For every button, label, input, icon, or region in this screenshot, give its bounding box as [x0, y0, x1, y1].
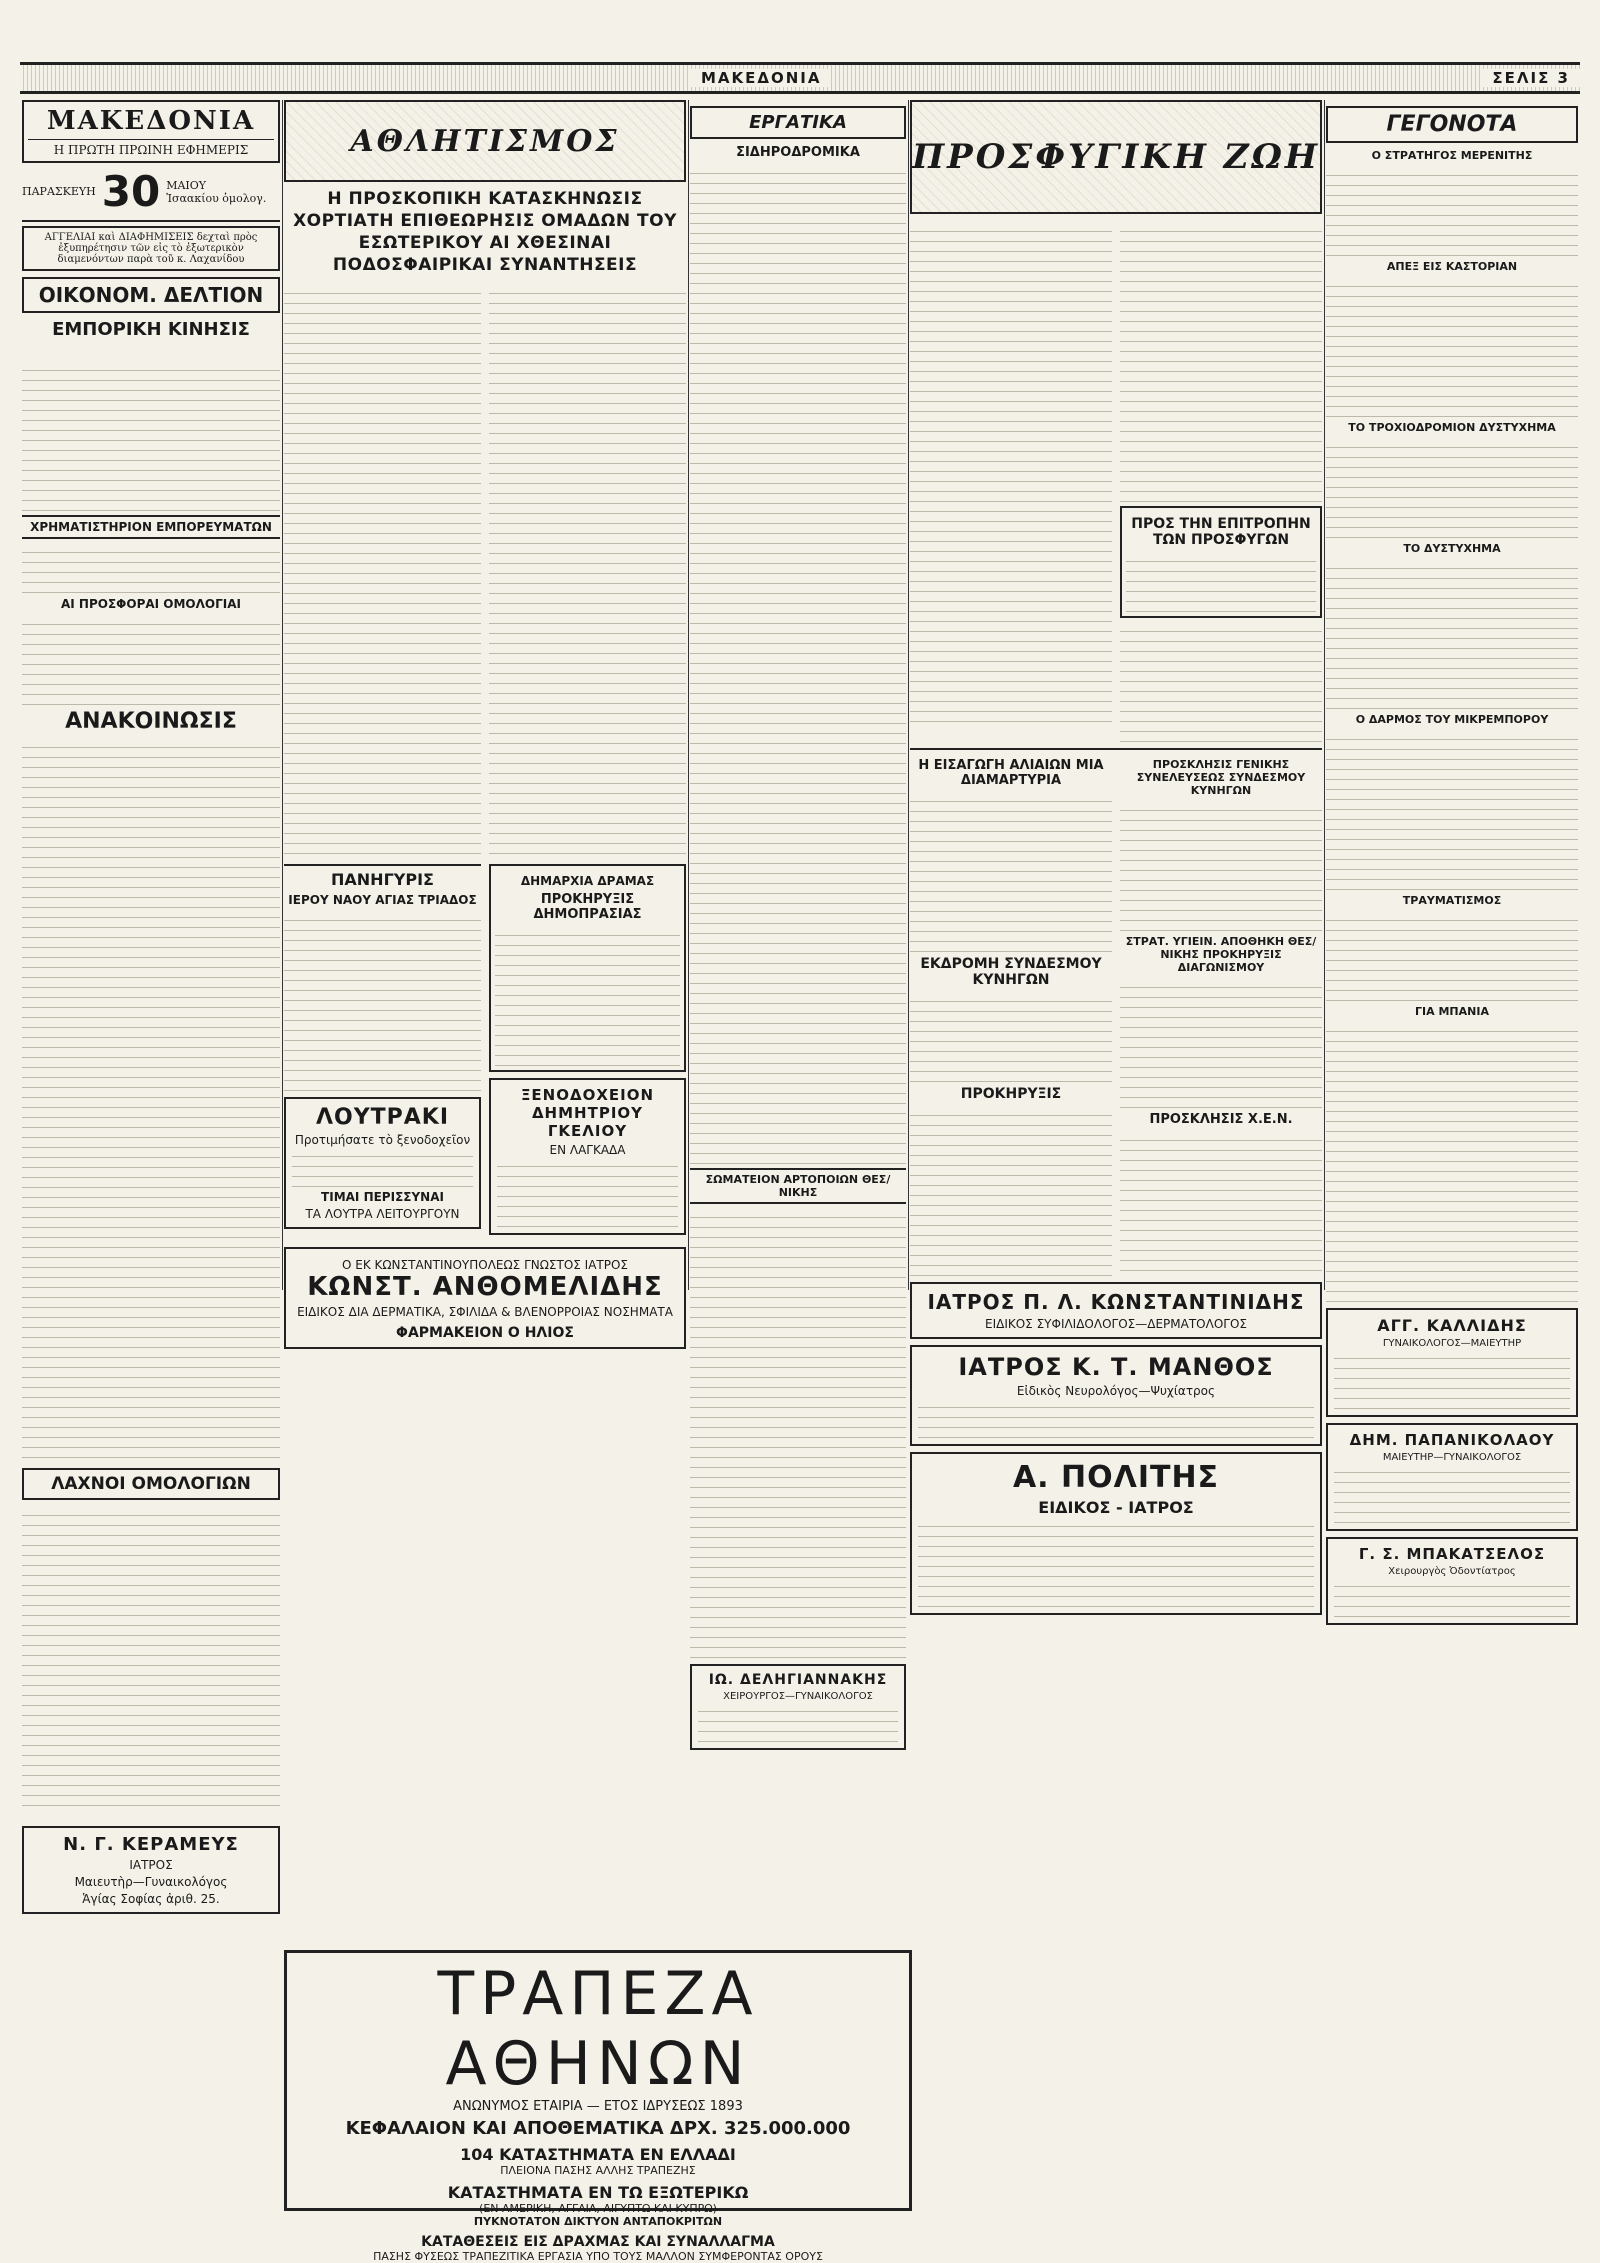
ads-notice: ΑΓΓΕΛΙΑΙ καὶ ΔΙΑΦΗΜΙΣΕΙΣ δεχταὶ πρὸς ἐξυπηρέτησιν τῶν εἰς τὸ ἐξωτερικὸν διαμενόντων παρὰ τοῦ κ. Λαχανίδου — [22, 226, 280, 271]
events-headline-5: Ο ΔΑΡΜΟΣ ΤΟΥ ΜΙΚΡΕΜΠΟΡΟΥ — [1355, 713, 1549, 726]
section-commercial-movement: ΕΜΠΟΡΙΚΗ ΚΙΝΗΣΙΣ — [52, 319, 250, 340]
column-5 — [1326, 100, 1578, 2200]
proclamation-title: ΠΡΟΚΗΡΥΞΙΣ — [960, 1086, 1062, 1102]
doctor-name: Κ. Τ. ΜΑΝΘΟΣ — [1071, 1353, 1274, 1381]
column-rule — [688, 100, 689, 1290]
text-block — [1326, 730, 1578, 890]
dateline — [22, 163, 280, 222]
filler-text — [22, 344, 280, 357]
text-block — [690, 164, 906, 1164]
header-page-number: ΣΕΛΙΣ 3 — [1482, 69, 1580, 87]
doctor-specialty: Μαιευτὴρ—Γυναικολόγος — [74, 1875, 228, 1889]
refugee-committee-title: ΠΡΟΣ ΤΗΝ ΕΠΙΤΡΟΠΗΝ ΤΩΝ ΠΡΟΣΦΥΓΩΝ — [1131, 516, 1311, 548]
doctor-pre: Ο ΕΚ ΚΩΝΣΤΑΝΤΙΝΟΥΠΟΛΕΩΣ ΓΝΩΣΤΟΣ ΙΑΤΡΟΣ — [341, 1258, 628, 1272]
doctor-ad-manthos — [910, 1345, 1322, 1446]
text-block — [22, 615, 280, 705]
loutraki-ad — [284, 1097, 481, 1229]
doctor-title: ΙΑΤΡΟΣ — [129, 1858, 173, 1872]
loutraki-price: ΤΙΜΑΙ ΠΕΡΙΣΣΥΝΑΙ — [321, 1190, 444, 1204]
section-bond-lotteries: ΛΑΧΝΟΙ ΟΜΟΛΟΓΙΩΝ — [22, 1468, 280, 1500]
sports-banner: ΑΘΛΗΤΙΣΜΟΣ — [284, 100, 686, 182]
doctor-ad-konstantinidis — [910, 1282, 1322, 1339]
column-rule — [282, 100, 283, 1290]
events-headline-4: ΤΟ ΔΥΣΤΥΧΗΜΑ — [1403, 542, 1501, 555]
hunters-trip-title: ΕΚΔΡΟΜΗ ΣΥΝΔΕΣΜΟΥ ΚΥΝΗΓΩΝ — [920, 956, 1102, 988]
loutraki-sub: Προτιμήσατε τὸ ξενοδοχεῖον — [294, 1133, 471, 1147]
column-rule — [908, 100, 909, 1290]
doctor-name: Α. ΠΟΛΙΤΗΣ — [1012, 1460, 1220, 1495]
text-block — [1120, 1131, 1322, 1271]
text-block — [910, 222, 1112, 722]
auction-title: ΔΗΜΑΡΧΙΑ ΔΡΑΜΑΣ — [520, 874, 655, 888]
auction-subtitle: ΠΡΟΚΗΡΥΞΙΣ ΔΗΜΟΠΡΑΣΙΑΣ — [533, 892, 642, 922]
text-block — [1326, 1022, 1578, 1302]
masthead-subtitle: Η ΠΡΩΤΗ ΠΡΩΙΝΗ ΕΦΗΜΕΡΙΣ — [28, 139, 274, 157]
doctor-ad-papanikolaou — [1326, 1423, 1578, 1531]
hotel-ad — [489, 1078, 686, 1235]
bank-advertisement — [284, 1950, 912, 2263]
hunters-meeting-title: ΠΡΟΣΚΛΗΣΙΣ ΓΕΝΙΚΗΣ ΣΥΝΕΛΕΥΣΕΩΣ ΣΥΝΔΕΣΜΟΥ ΚΥΝΗΓΩΝ — [1136, 758, 1306, 797]
doctor-name: ΚΩΝΣΤ. ΑΝΘΟΜΕΛΙΔΗΣ — [307, 1272, 663, 1302]
lower-articles — [910, 748, 1322, 1276]
bank-branches-note: ΠΛΕΙΟΝΑ ΠΑΣΗΣ ΑΛΛΗΣ ΤΡΑΠΕΖΗΣ — [500, 2164, 696, 2177]
text-block — [22, 738, 280, 1458]
text-block — [918, 1398, 1314, 1438]
text-block — [497, 1157, 678, 1227]
refugee-committee-box — [1120, 506, 1322, 618]
events-headline-2: ΑΠΕΞ ΕΙΣ ΚΑΣΤΟΡΙΑΝ — [1386, 260, 1518, 273]
text-block — [910, 992, 1112, 1082]
text-block — [22, 543, 280, 593]
text-block — [22, 1506, 280, 1806]
pharmacy-name: ΦΑΡΜΑΚΕΙΟΝ Ο ΗΛΙΟΣ — [396, 1325, 574, 1341]
doctor-name: ΑΓΓ. ΚΑΛΛΙΔΗΣ — [1377, 1316, 1527, 1335]
masthead-title: ΜΑΚΕΔΟΝΙΑ — [46, 106, 256, 136]
text-block — [1334, 1463, 1570, 1523]
column-rule — [1324, 100, 1325, 1290]
bank-terms: ΠΑΣΗΣ ΦΥΣΕΩΣ ΤΡΑΠΕΖΙΤΙΚΑ ΕΡΓΑΣΙΑ ΥΠΟ ΤΟΥΣ ΜΑΛΛΟΝ ΣΥΜΦΕΡΟΝΤΑΣ ΟΡΟΥΣ — [373, 2250, 823, 2263]
doctor-specialty: ΓΥΝΑΙΚΟΛΟΓΟΣ—ΜΑΙΕΥΤΗΡ — [1382, 1338, 1522, 1349]
text-block — [22, 361, 280, 511]
doctor-specialty: ΕΙΔΙΚΟΣ ΣΥΦΙΛΙΔΟΛΟΓΟΣ—ΔΕΡΜΑΤΟΛΟΓΟΣ — [985, 1317, 1247, 1331]
sports-article — [284, 284, 686, 854]
text-block — [1326, 911, 1578, 1001]
doctor-name: ΙΩ. ΔΕΛΗΓΙΑΝΝΑΚΗΣ — [708, 1672, 888, 1688]
doctor-ad-deligiannakis — [690, 1664, 906, 1750]
text-block — [495, 926, 680, 1066]
text-block — [284, 911, 481, 1091]
column-3 — [690, 100, 906, 1940]
text-block — [910, 792, 1112, 952]
doctor-ad-anthomelidis — [284, 1247, 686, 1349]
text-block — [1120, 622, 1322, 742]
doctor-address: Ἁγίας Σοφίας ἀριθ. 25. — [82, 1892, 220, 1906]
feast-title: ΠΑΝΗΓΥΡΙΣ — [284, 864, 481, 889]
xen-invitation-title: ΠΡΟΣΚΛΗΣΙΣ Χ.Ε.Ν. — [1149, 1112, 1293, 1127]
text-block — [489, 284, 686, 854]
loutraki-bath: ΤΑ ΛΟΥΤΡΑ ΛΕΙΤΟΥΡΓΟΥΝ — [305, 1207, 460, 1221]
page-header — [20, 62, 1580, 94]
doctor-name: Π. Λ. ΚΩΝΣΤΑΝΤΙΝΙΔΗΣ — [1023, 1290, 1305, 1314]
doctor-pre: ΙΑΤΡΟΣ — [958, 1353, 1063, 1381]
refugee-life-banner: ΠΡΟΣΦΥΓΙΚΗ ΖΩΗ — [910, 100, 1322, 214]
bakers-union-title: ΣΩΜΑΤΕΙΟΝ ΑΡΤΟΠΟΙΩΝ ΘΕΣ/ΝΙΚΗΣ — [690, 1168, 906, 1204]
doctor-specialty: ΕΙΔΙΚΟΣ ΔΙΑ ΔΕΡΜΑΤΙΚΑ, ΣΦΙΛΙΔΑ & ΒΛΕΝΟΡΡΟΙΑΣ ΝΟΣΗΜΑΤΑ — [297, 1305, 673, 1319]
header-title: ΜΑΚΕΔΟΝΙΑ — [691, 69, 832, 87]
bank-deposits: ΚΑΤΑΘΕΣΕΙΣ ΕΙΣ ΔΡΑΧΜΑΣ ΚΑΙ ΣΥΝΑΛΛΑΓΜΑ — [421, 2234, 775, 2250]
column-4 — [910, 100, 1322, 2200]
doctor-specialty: Εἰδικὸς Νευρολόγος—Ψυχίατρος — [1016, 1384, 1216, 1398]
bank-capital: ΚΕΦΑΛΑΙΟΝ ΚΑΙ ΑΠΟΘΕΜΑΤΙΚΑ ΔΡΧ. 325.000.000 — [345, 2118, 851, 2139]
section-announcements: ΑΝΑΚΟΙΝΩΣΙΣ — [65, 709, 237, 734]
section-bonds: ΑΙ ΠΡΟΣΦΟΡΑΙ ΟΜΟΛΟΓΙΑΙ — [61, 597, 241, 611]
doctor-name: ΔΗΜ. ΠΑΠΑΝΙΚΟΛΑΟΥ — [1349, 1431, 1555, 1449]
lower-section — [284, 860, 686, 1241]
date-month: ΜΑΙΟΥ — [166, 178, 207, 192]
text-block — [1120, 222, 1322, 502]
sports-headline: Η ΠΡΟΣΚΟΠΙΚΗ ΚΑΤΑΣΚΗΝΩΣΙΣ ΧΟΡΤΙΑΤΗ ΕΠΙΘΕΩΡΗΣΙΣ ΟΜΑΔΩΝ ΤΟΥ ΕΣΩΤΕΡΙΚΟΥ ΑΙ ΧΘΕΣΙΝΑΙ ΠΟΔΟΣΦΑΙΡΙΚΑΙ ΣΥΝΑΝΤΗΣΕΙΣ — [293, 189, 677, 275]
text-block — [1326, 559, 1578, 709]
auction-box — [489, 864, 686, 1072]
bank-name: ΤΡΑΠΕΖΑ ΑΘΗΝΩΝ — [437, 1959, 759, 2099]
bank-network: ΠΥΚΝΟΤΑΤΟΝ ΔΙΚΤΥΟΝ ΑΝΤΑΠΟΚΡΙΤΩΝ — [473, 2215, 723, 2228]
military-depot-title: ΣΤΡΑΤ. ΥΓΙΕΙΝ. ΑΠΟΘΗΚΗ ΘΕΣ/ΝΙΚΗΣ ΠΡΟΚΗΡΥΞΙΣ ΔΙΑΓΩΝΙΣΜΟΥ — [1125, 935, 1317, 974]
bank-branches-abroad: ΚΑΤΑΣΤΗΜΑΤΑ ΕΝ ΤΩ ΕΞΩΤΕΡΙΚΩ — [447, 2183, 749, 2202]
doctor-ad-politis — [910, 1452, 1322, 1615]
text-block — [1120, 978, 1322, 1108]
section-economic-bulletin: ΟΙΚΟΝΟΜ. ΔΕΛΤΙΟΝ — [22, 277, 280, 313]
import-protest-title: Η ΕΙΣΑΓΩΓΗ ΑΛΙΑΙΩΝ ΜΙΑ ΔΙΑΜΑΡΤΥΡΙΑ — [918, 758, 1104, 788]
loutraki-title: ΛΟΥΤΡΑΚΙ — [315, 1105, 450, 1130]
doctor-name: Ν. Γ. ΚΕΡΑΜΕΥΣ — [63, 1834, 239, 1855]
hotel-title: ΞΕΝΟΔΟΧΕΙΟΝ ΔΗΜΗΤΡΙΟΥ ΓΚΕΛΙΟΥ — [520, 1086, 655, 1140]
doctor-specialty: Χειρουργὸς Ὀδοντίατρος — [1388, 1566, 1516, 1577]
labor-banner: ΕΡΓΑΤΙΚΑ — [690, 106, 906, 139]
events-headline-3: ΤΟ ΤΡΟΧΙΟΔΡΟΜΙΟΝ ΔΥΣΤΥΧΗΜΑ — [1348, 421, 1556, 434]
text-block — [698, 1702, 898, 1742]
text-block — [1334, 1577, 1570, 1617]
doctor-name: Γ. Σ. ΜΠΑΚΑΤΣΕΛΟΣ — [1358, 1545, 1546, 1563]
text-block — [910, 1106, 1112, 1276]
masthead — [22, 100, 280, 163]
hotel-location: ΕΝ ΛΑΓΚΑΔΑ — [549, 1143, 626, 1157]
text-block — [690, 1208, 906, 1658]
text-block — [292, 1147, 473, 1187]
text-block — [1326, 438, 1578, 538]
text-block — [1120, 801, 1322, 931]
bank-branches-greece: 104 ΚΑΤΑΣΤΗΜΑΤΑ ΕΝ ΕΛΛΑΔΙ — [460, 2145, 736, 2164]
date-number: 30 — [101, 167, 161, 216]
text-block — [1326, 277, 1578, 417]
doctor-ad-keramefs — [22, 1826, 280, 1914]
column-1 — [22, 100, 280, 2200]
doctor-specialty: ΧΕΙΡΟΥΡΓΟΣ—ΓΥΝΑΙΚΟΛΟΓΟΣ — [723, 1691, 873, 1702]
refugee-articles — [910, 222, 1322, 742]
text-block — [1334, 1349, 1570, 1409]
doctor-ad-kallidis — [1326, 1308, 1578, 1417]
events-headline-1: Ο ΣΤΡΑΤΗΓΟΣ ΜΕΡΕΝΙΤΗΣ — [1371, 149, 1533, 162]
events-headline-7: ΓΙΑ ΜΠΑΝΙΑ — [1415, 1005, 1489, 1018]
section-commodity-exchange: ΧΡΗΜΑΤΙΣΤΗΡΙΟΝ ΕΜΠΟΡΕΥΜΑΤΩΝ — [22, 515, 280, 539]
doctor-pre: ΙΑΤΡΟΣ — [927, 1290, 1016, 1314]
text-block — [1126, 552, 1316, 612]
events-headline-6: ΤΡΑΥΜΑΤΙΣΜΟΣ — [1402, 894, 1502, 907]
bank-founding: ΑΝΩΝΥΜΟΣ ΕΤΑΙΡΙΑ — ΕΤΟΣ ΙΔΡΥΣΕΩΣ 1893 — [453, 2099, 743, 2114]
bank-countries: (ΕΝ ΑΜΕΡΙΚΗ, ΑΓΓΛΙΑ, ΑΙΓΥΠΤΩ ΚΑΙ ΚΥΠΡΩ) — [479, 2202, 717, 2215]
text-block — [284, 284, 481, 854]
events-banner: ΓΕΓΟΝΟΤΑ — [1326, 106, 1578, 143]
doctor-ad-bakatselos — [1326, 1537, 1578, 1625]
feast-subtitle: ΙΕΡΟΥ ΝΑΟΥ ΑΓΙΑΣ ΤΡΙΑΔΟΣ — [288, 893, 477, 907]
doctor-specialty: ΕΙΔΙΚΟΣ - ΙΑΤΡΟΣ — [1038, 1498, 1194, 1517]
doctor-specialty: ΜΑΙΕΥΤΗΡ—ΓΥΝΑΙΚΟΛΟΓΟΣ — [1382, 1452, 1522, 1463]
date-saint: Ἰσαακίου ὁμολογ. — [166, 191, 267, 205]
column-2 — [284, 100, 686, 1940]
text-block — [918, 1517, 1314, 1607]
date-day: ΠΑΡΑΣΚΕΥΗ — [22, 185, 96, 198]
railway-title: ΣΙΔΗΡΟΔΡΟΜΙΚΑ — [736, 145, 860, 160]
text-block — [1326, 166, 1578, 256]
